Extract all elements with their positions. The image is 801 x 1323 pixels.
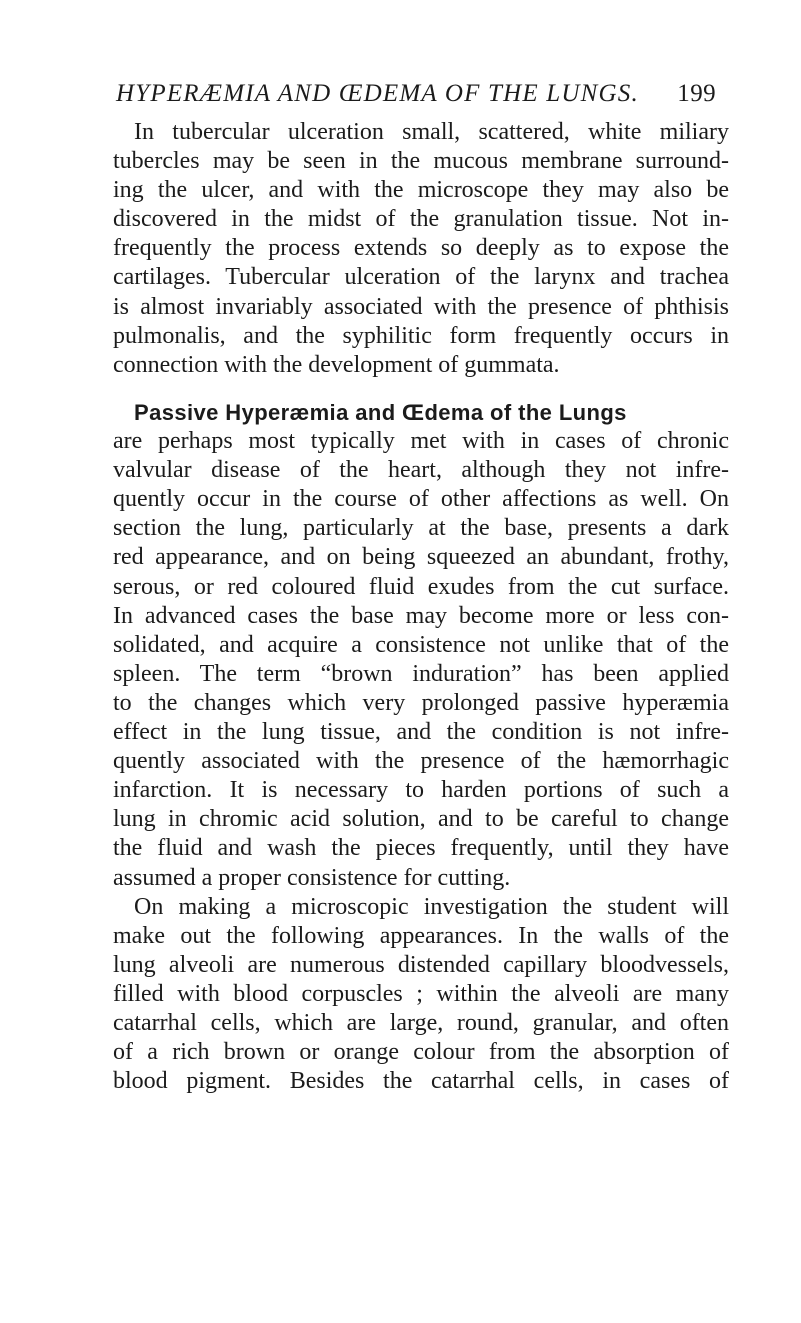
text-line: cartilages. Tubercular ulceration of the larynx and trachea	[113, 264, 729, 291]
section-passive-hyperaemia	[113, 398, 729, 1096]
text-line: lung alveoli are numerous distended capillary bloodvessels,	[113, 951, 729, 978]
text-line: lung in chromic acid solution, and to be careful to change	[113, 806, 729, 833]
text-line: catarrhal cells, which are large, round, granular, and often	[113, 1009, 729, 1036]
text-line: red appearance, and on being squeezed an abundant, frothy,	[113, 544, 729, 571]
text-line: discovered in the midst of the granulation tissue. Not in-	[113, 206, 729, 233]
text-line: tubercles may be seen in the mucous membrane surround-	[113, 148, 729, 175]
text-line: the fluid and wash the pieces frequently, until they have	[113, 835, 729, 862]
section-heading-line	[113, 398, 729, 427]
text-line: quently associated with the presence of the hæmorrhagic	[113, 748, 729, 775]
text-line: section the lung, particularly at the base, presents a dark	[113, 515, 729, 542]
section-heading: Passive Hyperæmia and Œdema of the Lungs	[134, 400, 627, 425]
text-line: effect in the lung tissue, and the condition is not infre-	[113, 719, 729, 746]
text-line: spleen. The term “brown induration” has been applied	[113, 660, 729, 687]
running-header	[116, 76, 716, 112]
text-line: is almost invariably associated with the presence of phthisis	[113, 293, 729, 320]
text-line: quently occur in the course of other affections as well. On	[113, 486, 729, 513]
text-line: filled with blood corpuscles ; within the alveoli are many	[113, 980, 729, 1007]
text-line: solidated, and acquire a consistence not unlike that of the	[113, 631, 729, 658]
text-line: valvular disease of the heart, although they not infre-	[113, 457, 729, 484]
text-line: to the changes which very prolonged passive hyperæmia	[113, 689, 729, 716]
text-line: are perhaps most typically met with in cases of chronic	[113, 428, 729, 455]
text-line: make out the following appearances. In the walls of the	[113, 922, 729, 949]
text-line: pulmonalis, and the syphilitic form frequently occurs in	[113, 322, 729, 349]
text-line: frequently the process extends so deeply as to expose the	[113, 235, 729, 262]
text-line: of a rich brown or orange colour from the absorption of	[113, 1039, 729, 1066]
text-line: serous, or red coloured fluid exudes from the cut surface.	[113, 573, 729, 600]
page-number: 199	[677, 80, 716, 107]
text-line: In advanced cases the base may become more or less con-	[113, 602, 729, 629]
text-line: ing the ulcer, and with the microscope they may also be	[113, 177, 729, 204]
text-line: assumed a proper consistence for cutting.	[113, 864, 511, 891]
text-line: In tubercular ulceration small, scattered, white miliary	[134, 119, 729, 145]
text-line: infarction. It is necessary to harden portions of such a	[113, 777, 729, 804]
running-title: HYPERÆMIA AND ŒDEMA OF THE LUNGS.	[116, 80, 639, 107]
text-line: On making a microscopic investigation the student will	[134, 893, 729, 920]
text-line: connection with the development of gummata.	[113, 351, 560, 378]
paragraph-tubercular-ulceration	[113, 118, 729, 380]
text-line: blood pigment. Besides the catarrhal cells, in cases of	[113, 1068, 729, 1095]
